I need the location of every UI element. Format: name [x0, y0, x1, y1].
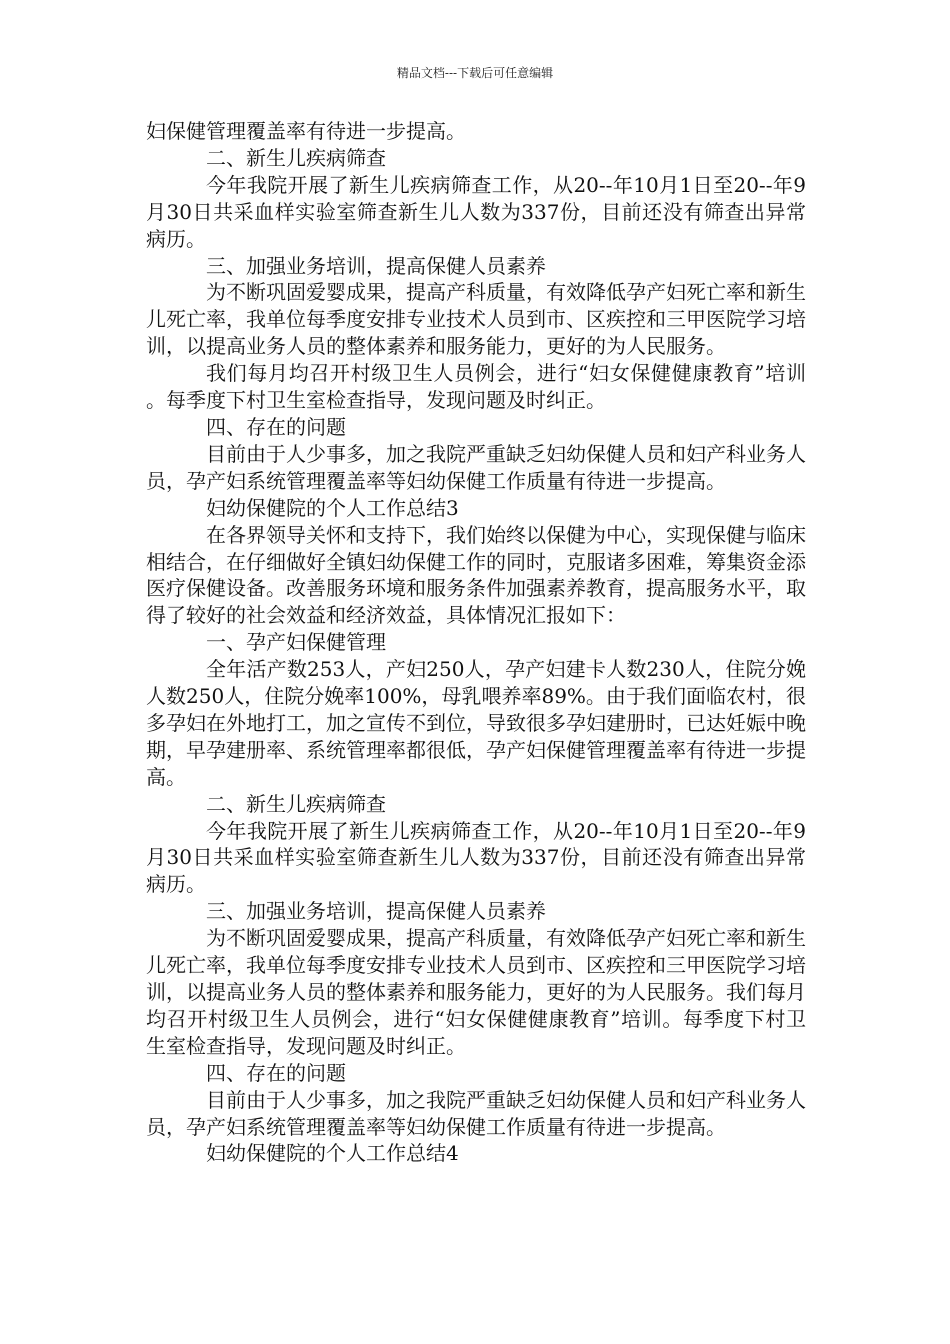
paragraph: 四、存在的问题: [206, 414, 346, 439]
paragraph: 在各界领导关怀和支持下，我们始终以保健为中心，实现保健与临床相结合，在仔细做好全镇妇幼保健工作的同时，克服诸多困难，筹集资金添医疗保健设备。改善服务环境和服务条件加强素养教育，提高服务水平，取得了较好的社会效益和经济效益，具体情况汇报如下：: [146, 522, 806, 628]
paragraph: 妇幼保健院的个人工作总结4: [206, 1141, 459, 1166]
paragraph: 一、孕产妇保健管理: [206, 630, 386, 655]
paragraph: 目前由于人少事多，加之我院严重缺乏妇幼保健人员和妇产科业务人员，孕产妇系统管理覆盖率等妇幼保健工作质量有待进一步提高。: [146, 441, 806, 493]
paragraph: 为不断巩固爱婴成果，提高产科质量，有效降低孕产妇死亡率和新生儿死亡率，我单位每季度安排专业技术人员到市、区疾控和三甲医院学习培训，以提高业务人员的整体素养和服务能力，更好的为人民服务。我们每月均召开村级卫生人员例会，进行“妇女保健健康教育”培训。每季度下村卫生室检查指导，发现问题及时纠正。: [146, 926, 806, 1058]
paragraph: 三、加强业务培训，提高保健人员素养: [206, 899, 546, 924]
paragraph: 为不断巩固爱婴成果，提高产科质量，有效降低孕产妇死亡率和新生儿死亡率，我单位每季度安排专业技术人员到市、区疾控和三甲医院学习培训，以提高业务人员的整体素养和服务能力，更好的为人民服务。: [146, 280, 806, 359]
paragraph: 全年活产数253人，产妇250人，孕产妇建卡人数230人，住院分娩人数250人，住院分娩率100%，母乳喂养率89%。由于我们面临农村，很多孕妇在外地打工，加之宣传不到位，导致很多孕妇建册时，已达妊娠中晚期，早孕建册率、系统管理率都很低，孕产妇保健管理覆盖率有待进一步提高。: [146, 657, 806, 789]
paragraph: 妇保健管理覆盖率有待进一步提高。: [146, 119, 466, 143]
document-body: [146, 118, 806, 1167]
paragraph: 目前由于人少事多，加之我院严重缺乏妇幼保健人员和妇产科业务人员，孕产妇系统管理覆盖率等妇幼保健工作质量有待进一步提高。: [146, 1087, 806, 1139]
paragraph: 四、存在的问题: [206, 1060, 346, 1085]
paragraph: 我们每月均召开村级卫生人员例会，进行“妇女保健健康教育”培训。每季度下村卫生室检查指导，发现问题及时纠正。: [146, 361, 806, 413]
paragraph: 今年我院开展了新生儿疾病筛查工作，从20--年10月1日至20--年9月30日共采血样实验室筛查新生儿人数为337份，目前还没有筛查出异常病历。: [146, 172, 806, 251]
paragraph: 三、加强业务培训，提高保健人员素养: [206, 253, 546, 278]
page-header: 精品文档---下载后可任意编辑: [396, 66, 554, 80]
paragraph: 妇幼保健院的个人工作总结3: [206, 495, 459, 520]
paragraph: 今年我院开展了新生儿疾病筛查工作，从20--年10月1日至20--年9月30日共采血样实验室筛查新生儿人数为337份，目前还没有筛查出异常病历。: [146, 818, 806, 897]
paragraph: 二、新生儿疾病筛查: [206, 791, 386, 816]
paragraph: 二、新生儿疾病筛查: [206, 145, 386, 170]
